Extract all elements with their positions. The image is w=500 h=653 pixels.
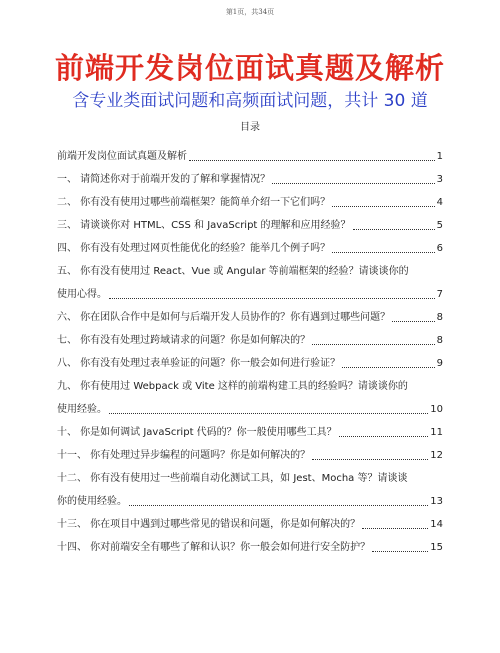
toc-entry-text: 四、 你有没有处理过网页性能优化的经验？能举几个例子吗？	[57, 243, 331, 254]
toc-entry-text: 七、 你有没有处理过跨域请求的问题？你是如何解决的？	[57, 335, 311, 346]
toc-leader-dots	[372, 550, 428, 552]
toc-leader-dots	[272, 182, 434, 184]
toc-leader-dots	[312, 343, 434, 345]
toc-entry[interactable]	[57, 255, 443, 301]
toc-entry-text: 二、 你有没有使用过哪些前端框架？能简单介绍一下它们吗？	[57, 197, 331, 208]
toc-page-number: 8	[436, 335, 443, 346]
toc-page-number: 11	[430, 427, 443, 438]
toc-leader-dots	[353, 228, 435, 230]
toc-leader-dots	[362, 527, 428, 529]
toc-page-number: 8	[436, 312, 443, 323]
toc-page-number: 12	[430, 450, 443, 461]
toc-entry-text: 八、 你有没有处理过表单验证的问题？你一般会如何进行验证？	[57, 358, 341, 369]
toc-entry[interactable]	[57, 163, 443, 186]
toc-entry-text: 九、 你有使用过 Webpack 或 Vite 这样的前端构建工具的经验吗？请谈谈你的	[57, 381, 408, 392]
toc-page-number: 7	[436, 289, 443, 300]
toc-leader-dots	[189, 159, 435, 161]
toc-entry[interactable]	[57, 186, 443, 209]
toc-page-number: 13	[430, 496, 443, 507]
toc-entry[interactable]	[57, 232, 443, 255]
document-title: 前端开发岗位面试真题及解析	[54, 51, 445, 85]
toc-entry[interactable]	[57, 301, 443, 324]
toc-page-number: 5	[436, 220, 443, 231]
toc-page-number: 14	[430, 519, 443, 530]
toc-entry-text-continued: 使用经验。	[57, 404, 107, 415]
toc-page-number: 3	[436, 174, 443, 185]
toc-leader-dots	[109, 297, 435, 299]
toc-entry[interactable]	[57, 209, 443, 232]
toc-entry[interactable]	[57, 140, 443, 163]
toc-leader-dots	[339, 435, 429, 437]
toc-heading: 目录	[240, 122, 260, 133]
toc-entry[interactable]	[57, 347, 443, 370]
toc-page-number: 4	[436, 197, 443, 208]
toc-leader-dots	[332, 251, 434, 253]
toc-entry-text: 十三、 你在项目中遇到过哪些常见的错误和问题，你是如何解决的？	[57, 519, 361, 530]
toc-entry-text: 一、 请简述你对于前端开发的了解和掌握情况？	[57, 174, 271, 185]
toc-entry-text: 十二、 你有没有使用过一些前端自动化测试工具，如 Jest、Mocha 等？请谈谈	[57, 473, 408, 484]
toc-entry-text: 前端开发岗位面试真题及解析	[57, 151, 187, 162]
table-of-contents	[57, 140, 443, 554]
toc-entry-text: 十四、 你对前端安全有哪些了解和认识？你一般会如何进行安全防护？	[57, 542, 371, 553]
toc-entry-text-continued: 你的使用经验。	[57, 496, 127, 507]
toc-entry[interactable]	[57, 370, 443, 416]
document-subtitle: 含专业类面试问题和高频面试问题，共计 30 道	[72, 91, 428, 111]
toc-leader-dots	[332, 205, 434, 207]
toc-leader-dots	[312, 458, 428, 460]
toc-entry[interactable]	[57, 508, 443, 531]
toc-entry[interactable]	[57, 416, 443, 439]
toc-leader-dots	[342, 366, 434, 368]
toc-entry-text: 十一、 你有处理过异步编程的问题吗？你是如何解决的？	[57, 450, 311, 461]
toc-leader-dots	[109, 412, 428, 414]
toc-leader-dots	[392, 320, 434, 322]
toc-page-number: 9	[436, 358, 443, 369]
toc-leader-dots	[129, 504, 428, 506]
toc-entry-text: 五、 你有没有使用过 React、Vue 或 Angular 等前端框架的经验？请谈谈你的	[57, 266, 409, 277]
toc-page-number: 1	[436, 151, 443, 162]
toc-page-number: 15	[430, 542, 443, 553]
toc-page-number: 6	[436, 243, 443, 254]
toc-entry[interactable]	[57, 531, 443, 554]
toc-entry[interactable]	[57, 324, 443, 347]
page-indicator: 第1页，共34页	[225, 8, 275, 16]
toc-entry[interactable]	[57, 462, 443, 508]
toc-entry-text: 三、 请谈谈你对 HTML、CSS 和 JavaScript 的理解和应用经验？	[57, 220, 351, 231]
toc-page-number: 10	[430, 404, 443, 415]
toc-entry-text: 六、 你在团队合作中是如何与后端开发人员协作的？你有遇到过哪些问题？	[57, 312, 391, 323]
toc-entry[interactable]	[57, 439, 443, 462]
toc-entry-text-continued: 使用心得。	[57, 289, 107, 300]
toc-entry-text: 十、 你是如何调试 JavaScript 代码的？你一般使用哪些工具？	[57, 427, 337, 438]
